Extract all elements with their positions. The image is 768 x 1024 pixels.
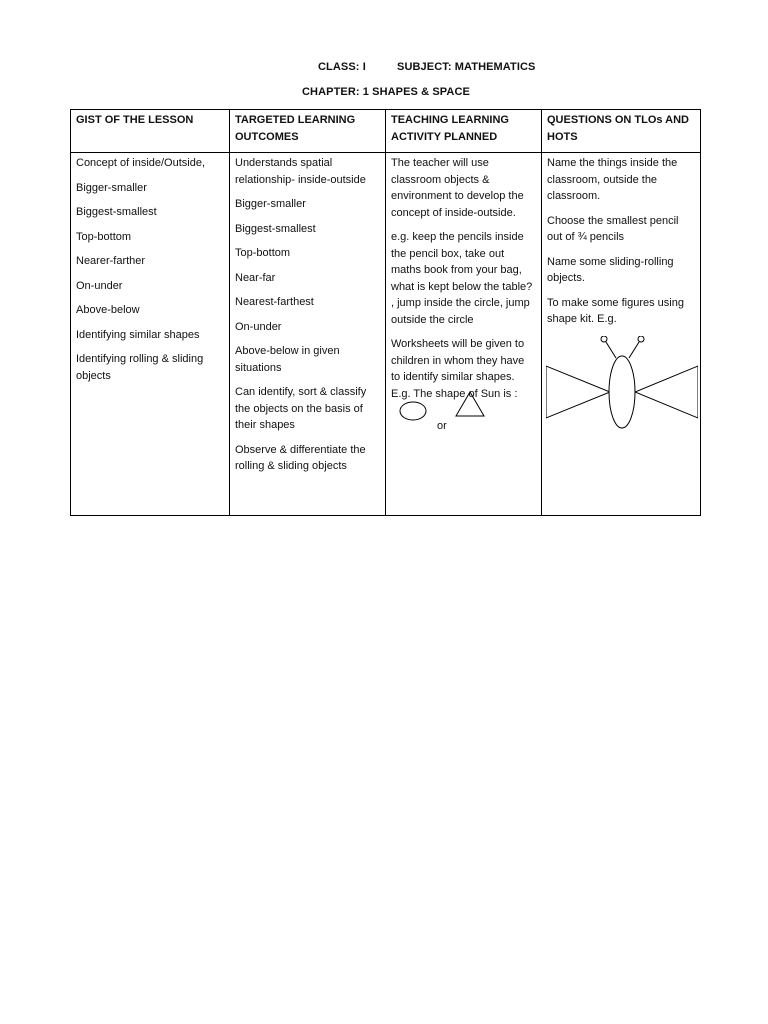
activity-item: The teacher will use classroom objects & environment to develop the concept of inside-outside.	[391, 157, 524, 219]
gist-item: On-under	[76, 279, 123, 292]
question-item: Choose the smallest pencil out of ¾ pencils	[547, 214, 679, 243]
class-subject-line	[318, 61, 536, 73]
gist-item: Above-below	[76, 304, 140, 316]
sun-shape-options	[391, 404, 536, 440]
header-gist: GIST OF THE LESSON	[71, 110, 230, 153]
chapter-title: CHAPTER: 1 SHAPES & SPACE	[302, 86, 470, 98]
outcome-item: Bigger-smaller	[235, 198, 306, 210]
questions-cell	[542, 153, 701, 516]
outcome-item: Nearest-farthest	[235, 296, 314, 308]
outcome-item: Can identify, sort & classify the objects on the basis of their shapes	[235, 386, 367, 431]
activity-item: Worksheets will be given to children in whom they have to identify similar shapes. E.g. The shape of Sun is :	[391, 338, 525, 400]
gist-item: Identifying rolling & sliding objects	[76, 353, 204, 382]
outcome-item: Near-far	[235, 271, 276, 284]
question-item: Name the things inside the classroom, outside the classroom.	[547, 157, 678, 202]
table-row	[71, 153, 701, 516]
gist-item: Top-bottom	[76, 230, 132, 243]
outcomes-cell	[230, 153, 386, 516]
activity-cell	[386, 153, 542, 516]
gist-item: Bigger-smaller	[76, 181, 147, 194]
question-item: To make some figures using shape kit. E.g.	[547, 296, 684, 325]
triangle-shape-icon	[454, 390, 486, 418]
outcome-item: Top-bottom	[235, 247, 291, 259]
outcome-item: Understands spatial relationship- inside-outside	[235, 157, 366, 186]
class-label: CLASS: I	[318, 61, 366, 73]
outcome-item: Biggest-smallest	[235, 222, 316, 235]
activity-item: e.g. keep the pencils inside the pencil box, take out maths book from your bag, what is kept below the table? , jump inside the circle, jump outside the circle	[391, 231, 533, 326]
gist-item: Identifying similar shapes	[76, 328, 200, 341]
question-item: Name some sliding-rolling objects.	[547, 255, 674, 284]
or-label: or	[437, 420, 447, 432]
header-questions: QUESTIONS ON TLOs AND HOTS	[542, 110, 701, 153]
lesson-plan-table	[70, 109, 701, 516]
subject-label: SUBJECT: MATHEMATICS	[397, 61, 536, 73]
outcome-item: Observe & differentiate the rolling & sliding objects	[235, 443, 366, 472]
header-activity: TEACHING LEARNING ACTIVITY PLANNED	[386, 110, 542, 153]
gist-item: Nearer-farther	[76, 255, 146, 267]
gist-cell	[71, 153, 230, 516]
outcome-item: On-under	[235, 320, 282, 333]
outcome-item: Above-below in given situations	[235, 345, 340, 374]
ellipse-shape-icon	[398, 400, 428, 422]
gist-item: Biggest-smallest	[76, 206, 157, 218]
gist-item: Concept of inside/Outside,	[76, 157, 206, 169]
table-header-row	[71, 110, 701, 153]
butterfly-figure-icon	[546, 336, 698, 436]
header-outcomes: TARGETED LEARNING OUTCOMES	[230, 110, 386, 153]
